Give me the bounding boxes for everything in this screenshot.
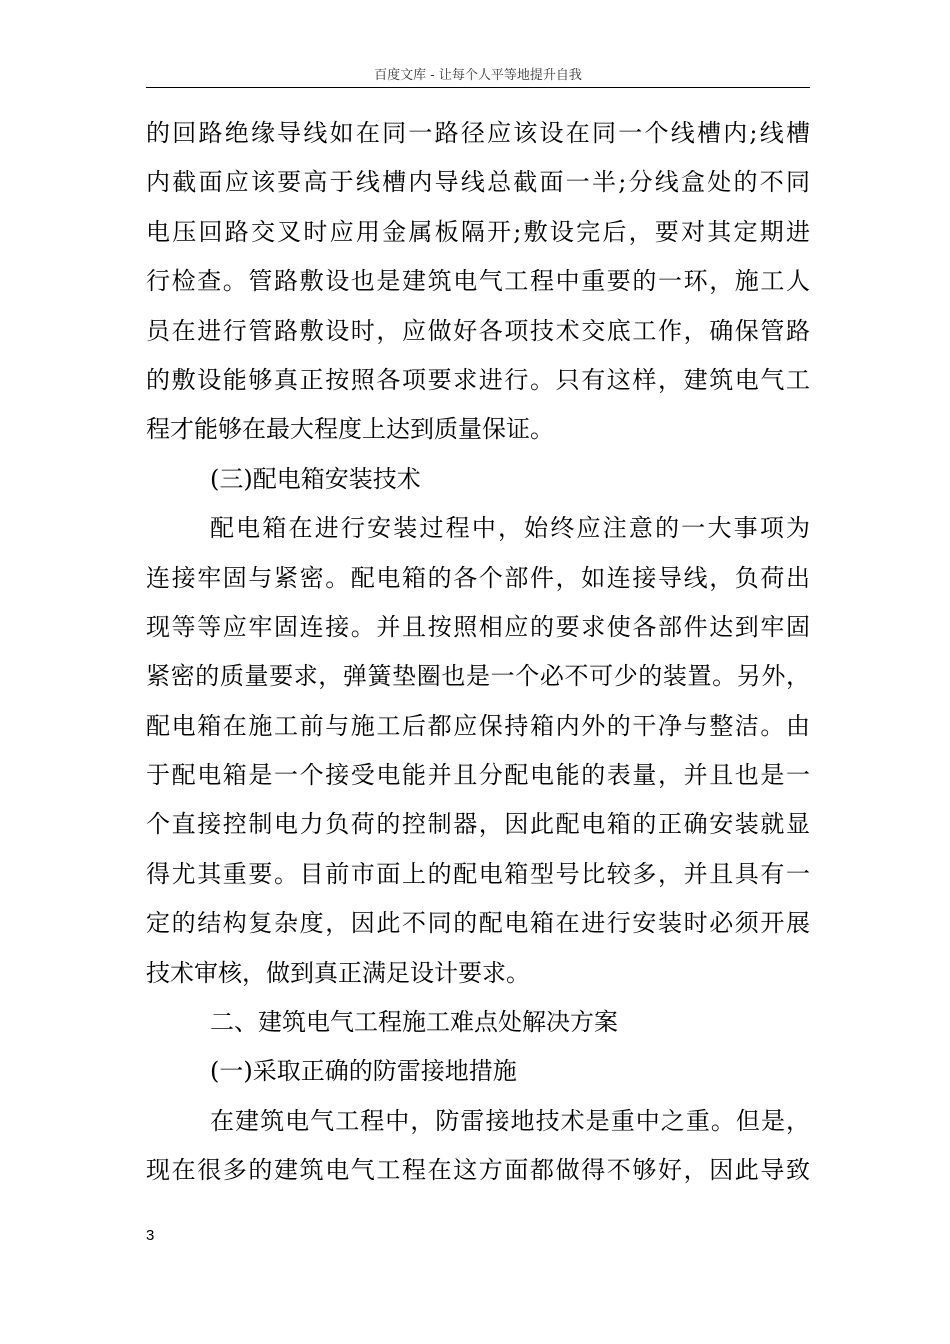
- body-line: 定的结构复杂度，因此不同的配电箱在进行安装时必须开展: [146, 909, 810, 938]
- body-line: 紧密的质量要求，弹簧垫圈也是一个必不可少的装置。另外，: [146, 662, 810, 691]
- section-heading: (一)采取正确的防雷接地措施: [210, 1057, 517, 1086]
- body-line: 的回路绝缘导线如在同一路径应该设在同一个线槽内;线槽: [146, 119, 810, 147]
- body-line: 个直接控制电力负荷的控制器，因此配电箱的正确安装就显: [146, 810, 810, 839]
- document-body: [146, 109, 810, 1196]
- body-line: 在建筑电气工程中，防雷接地技术是重中之重。但是，: [210, 1106, 810, 1135]
- page-number: 3: [146, 1227, 155, 1244]
- body-line: 现等等应牢固连接。并且按照相应的要求使各部件达到牢固: [146, 612, 810, 641]
- body-line: 电压回路交叉时应用金属板隔开;敷设完后，要对其定期进: [146, 217, 810, 246]
- header-divider: [146, 87, 810, 88]
- body-line: 得尤其重要。目前市面上的配电箱型号比较多，并且具有一: [146, 859, 810, 888]
- body-line: 的敷设能够真正按照各项要求进行。只有这样，建筑电气工: [146, 365, 810, 394]
- body-line: 程才能够在最大程度上达到质量保证。: [146, 415, 554, 444]
- body-line: 于配电箱是一个接受电能并且分配电能的表量，并且也是一: [146, 761, 810, 790]
- page-header: 百度文库 - 让每个人平等地提升自我: [374, 68, 582, 83]
- body-line: 配电箱在进行安装过程中，始终应注意的一大事项为: [210, 514, 810, 543]
- body-line: 现在很多的建筑电气工程在这方面都做得不够好，因此导致: [146, 1156, 810, 1185]
- chapter-heading: 二、建筑电气工程施工难点处解决方案: [210, 1008, 618, 1037]
- body-line: 技术审核，做到真正满足设计要求。: [146, 958, 530, 987]
- section-heading: (三)配电箱安装技术: [210, 464, 421, 493]
- body-line: 内截面应该要高于线槽内导线总截面一半;分线盒处的不同: [146, 168, 810, 197]
- body-line: 行检查。管路敷设也是建筑电气工程中重要的一环，施工人: [146, 267, 810, 296]
- body-line: 配电箱在施工前与施工后都应保持箱内外的干净与整洁。由: [146, 711, 810, 740]
- body-line: 连接牢固与紧密。配电箱的各个部件，如连接导线，负荷出: [146, 563, 810, 592]
- body-line: 员在进行管路敷设时，应做好各项技术交底工作，确保管路: [146, 316, 810, 345]
